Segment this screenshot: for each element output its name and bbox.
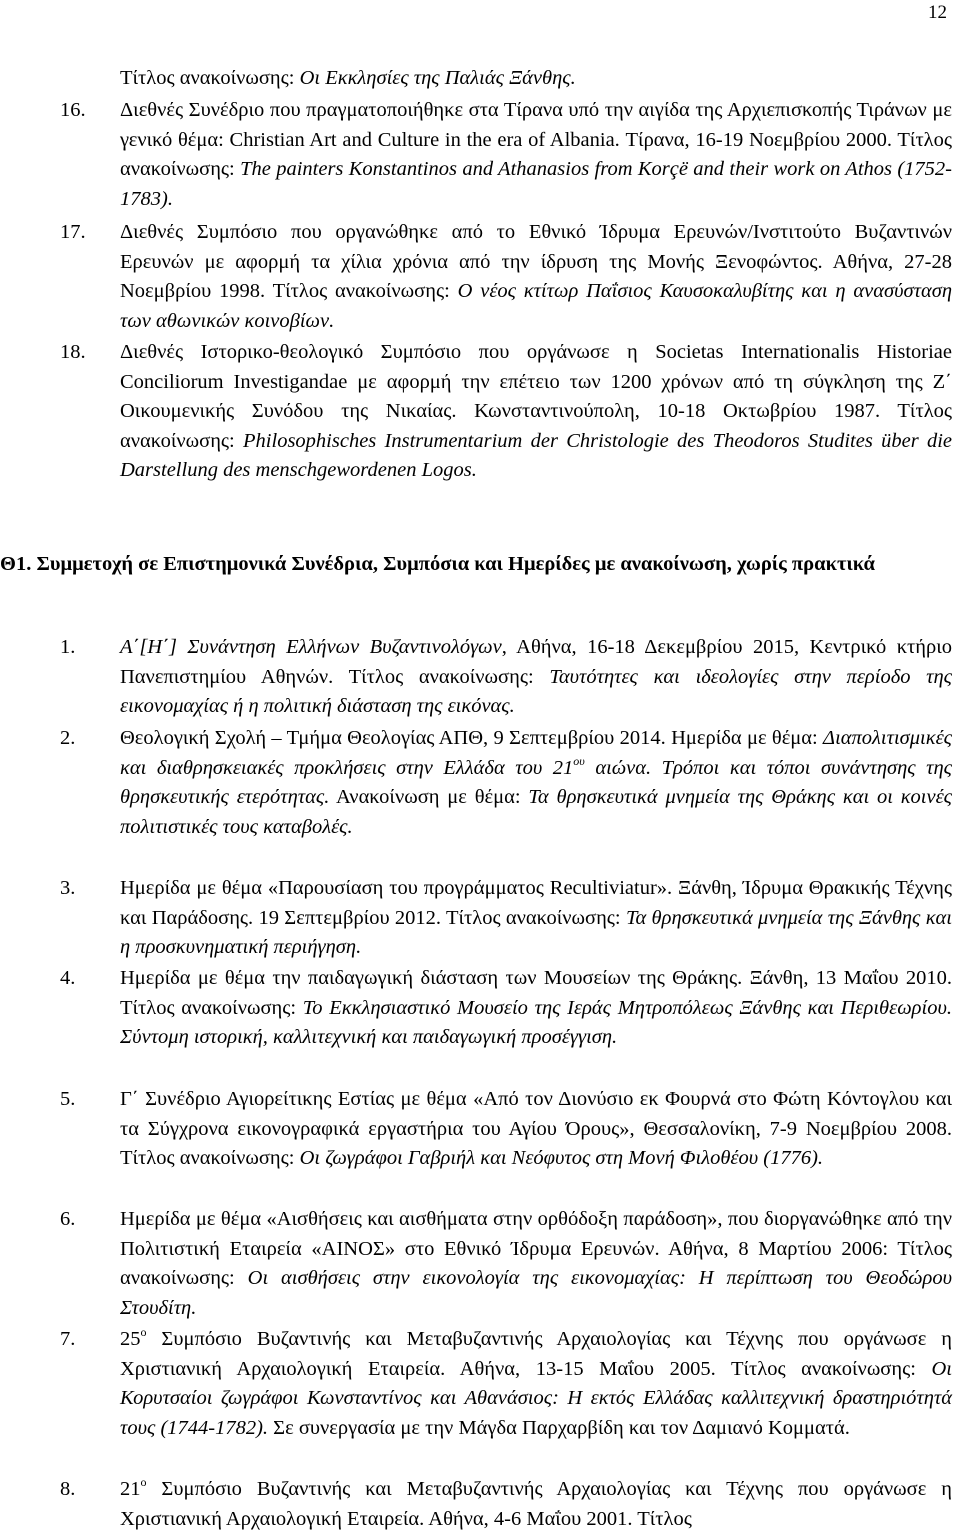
list-item: [60, 218, 952, 336]
entry-number: 4.: [60, 967, 76, 989]
entry-plain: Σε συνεργασία με την Μάγδα Παρχαρβίδη και τον Δαμιανό Κομματά.: [268, 1416, 850, 1439]
list-item: [60, 874, 952, 963]
entry-plain: Ημερίδα με θέμα την παιδαγωγική διάσταση των Μουσείων της Θράκης. Ξάνθη, 13 Μαΐου 2010. Τίτλος ανακοίνωσης:: [120, 967, 952, 1019]
entry-plain: , Αθήνα, 16-18 Δεκεμβρίου 2015, Κεντρικό κτήριο Πανεπιστημίου Αθηνών. Τίτλος ανακοίνωσης:: [120, 636, 952, 688]
list-item: [60, 1475, 952, 1534]
list-item-continuation: [60, 64, 952, 94]
entry-plain: 21: [120, 1478, 141, 1500]
entry-number: 17.: [60, 221, 86, 243]
entry-plain: Θεολογική Σχολή – Τμήμα Θεολογίας ΑΠΘ, 9 Σεπτεμβρίου 2014. Ημερίδα με θέμα:: [120, 727, 824, 749]
list-item: [60, 338, 952, 486]
entry-number: 5.: [60, 1088, 76, 1110]
section-heading: Θ1. Συμμετοχή σε Επιστημονικά Συνέδρια, Συμπόσια και Ημερίδες με ανακοίνωση, χωρίς πρακτικά: [0, 553, 875, 575]
entry-text: [120, 96, 952, 214]
entry-title: Philosophisches Instrumentarium der Christologie des Theodoros Studites über die Darstellung des menschgewordenen Logos.: [120, 429, 952, 481]
list-item: [60, 1085, 952, 1174]
entry-title: Ο νέος κτίτωρ Παΐσιος Καυσοκαλυβίτης και η ανασύσταση των αθωνικών κοινοβίων.: [120, 280, 952, 332]
entry-text: [120, 218, 952, 336]
list-item: [60, 964, 952, 1053]
entry-text: [120, 633, 952, 722]
entry-title: αιώνα. Τρόποι και τόποι συνάντησης της θρησκευτικής ετερότητας.: [120, 756, 952, 808]
entry-plain: Ημερίδα με θέμα «Αισθήσεις και αισθήματα στην ορθόδοξη παράδοση», που διοργανώθηκε από την Πολιτιστική Εταιρεία «ΑΙΝΟΣ» στο Εθνικό Ίδρυμα Ερευνών. Αθήνα, 8 Μαρτίου 2006: Τίτλος ανακοίνωσης:: [120, 1208, 952, 1289]
entry-title: Το Εκκλησιαστικό Μουσείο της Ιεράς Μητροπόλεως Ξάνθης και Περιθεωρίου. Σύντομη ιστορική, καλλιτεχνική και παιδαγωγική προσέγγιση.: [120, 996, 952, 1048]
entry-text: [120, 1325, 952, 1443]
entry-number: 8.: [60, 1478, 76, 1500]
entry-title: Ταυτότητες και ιδεολογίες στην περίοδο της εικονομαχίας ή η πολιτική διάσταση της εικόνας.: [120, 665, 952, 717]
entry-plain: Ημερίδα με θέμα «Παρουσίαση του προγράμματος Recultiviatur». Ξάνθη, Ίδρυμα Θρακικής Τέχνης και Παράδοσης. 19 Σεπτεμβρίου 2012. Τίτλος ανακοίνωσης:: [120, 877, 952, 929]
entry-number: 7.: [60, 1328, 76, 1350]
entry-title: Οι ζωγράφοι Γαβριήλ και Νεόφυτος στη Μονή Φιλοθέου (1776).: [299, 1147, 824, 1169]
entry-plain: 25: [120, 1328, 141, 1350]
entry-text: [120, 724, 952, 842]
entry-plain: Γ΄ Συνέδριο Αγιορείτικης Εστίας με θέμα «Από τον Διονύσιο εκ Φουρνά στο Φώτη Κόντογλου και τα Σύγχρονα εικονογραφικά εργαστήρια του Αγίου Όρους», Θεσσαλονίκη, 7-9 Νοεμβρίου 2008. Τίτλος ανακοίνωσης:: [120, 1088, 952, 1169]
entry-text: [120, 874, 952, 963]
entry-title: Τα θρησκευτικά μνημεία της Ξάνθης και η προσκυνηματική περιήγηση.: [120, 906, 952, 958]
entry-title: The painters Konstantinos and Athanasios from Korçë and their work on Athos (1752-1783).: [120, 158, 953, 210]
entry-number: 16.: [60, 99, 86, 121]
list-item: [60, 724, 952, 842]
entry-text: [120, 1205, 952, 1323]
entry-number: 1.: [60, 636, 76, 658]
superscript: ο: [140, 1475, 147, 1489]
superscript: ου: [573, 753, 585, 768]
list-item: [60, 96, 952, 214]
list-item: [60, 1325, 952, 1443]
entry-title: Α΄[Η΄] Συνάντηση Ελλήνων Βυζαντινολόγων: [120, 636, 502, 658]
entry-plain: Διεθνές Ιστορικο-θεολογικό Συμπόσιο που οργάνωσε η Societas Internationalis Historiae Conciliorum Investigandae με αφορμή την επέτειο των 1200 χρόνων από τη σύγκληση της Ζ΄ Οικουμενικής Συνόδου της Νικαίας. Κωνσταντινούπολη, 10-18 Οκτωβρίου 1987. Τίτλος ανακοίνωσης:: [120, 341, 952, 452]
list-item: [60, 633, 952, 722]
entry-title: Οι Εκκλησίες της Παλιάς Ξάνθης.: [299, 67, 576, 89]
entry-text: [120, 964, 952, 1053]
entry-title: Τα θρησκευτικά μνημεία της Θράκης και οι κοινές πολιτιστικές τους καταβολές.: [120, 786, 952, 838]
entry-number: 6.: [60, 1208, 76, 1230]
entry-number: 18.: [60, 341, 86, 363]
entry-text: [120, 1475, 952, 1534]
entry-number: 3.: [60, 877, 76, 899]
entry-plain: Συμπόσιο Βυζαντινής και Μεταβυζαντινής Αρχαιολογίας και Τέχνης που οργάνωσε η Χριστιανική Αρχαιολογική Εταιρεία. Αθήνα, 13-15 Μαΐου 2005. Τίτλος ανακοίνωσης:: [120, 1328, 952, 1380]
entry-title: Οι αισθήσεις στην εικονολογία της εικονομαχίας: Η περίπτωση του Θεοδώρου Στουδίτη.: [120, 1267, 952, 1319]
entry-number: 2.: [60, 727, 76, 749]
entry-title: Διαπολιτισμικές και διαθρησκειακές προκλήσεις στην Ελλάδα του 21: [120, 727, 952, 779]
superscript: ο: [140, 1325, 147, 1339]
entry-plain: Τίτλος ανακοίνωσης:: [120, 67, 300, 89]
entry-text: [120, 1085, 952, 1174]
entry-plain: Ανακοίνωση με θέμα:: [329, 786, 529, 808]
entry-text: [120, 338, 952, 486]
entry-text: [120, 64, 952, 94]
entry-plain: Συμπόσιο Βυζαντινής και Μεταβυζαντινής Αρχαιολογίας και Τέχνης που οργάνωσε η Χριστιανική Αρχαιολογική Εταιρεία. Αθήνα, 4-6 Μαΐου 2001. Τίτλος: [120, 1478, 952, 1530]
entry-title: Οι Κορυτσαίοι ζωγράφοι Κωνσταντίνος και Αθανάσιος: Η εκτός Ελλάδας καλλιτεχνική δραστηριότητά τους (1744-1782).: [120, 1357, 952, 1439]
list-item: [60, 1205, 952, 1323]
entry-plain: Διεθνές Συνέδριο που πραγματοποιήθηκε στα Τίρανα υπό την αιγίδα της Αρχιεπισκοπής Τιράνων με γενικό θέμα: Christian Art and Culture in the era of Albania. Τίρανα, 16-19 Νοεμβρίου 2000. Τίτλος ανακοίνωσης:: [120, 99, 952, 180]
entry-plain: Διεθνές Συμπόσιο που οργανώθηκε από το Εθνικό Ίδρυμα Ερευνών/Ινστιτούτο Βυζαντινών Ερευνών με αφορμή τα χίλια χρόνια από την ίδρυση της Μονής Ξενοφώντος. Αθήνα, 27-28 Νοεμβρίου 1998. Τίτλος ανακοίνωσης:: [120, 221, 952, 302]
page-number: 12: [928, 2, 947, 23]
